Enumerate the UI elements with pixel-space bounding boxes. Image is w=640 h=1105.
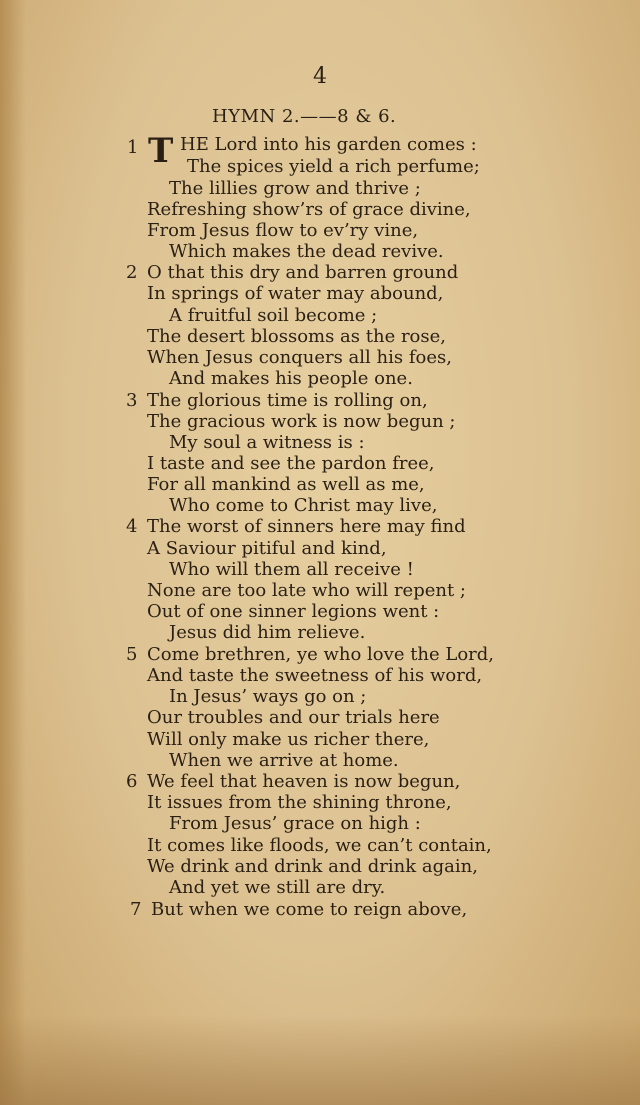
hymn-title: HYMN 2.——8 & 6. — [212, 106, 397, 127]
verse-line: The desert blossoms as the rose, — [147, 326, 446, 347]
verse-number: 3 — [126, 390, 138, 411]
verse-line: And yet we still are dry. — [169, 877, 386, 898]
page-edge-shadow — [0, 0, 26, 1105]
verse-line: From Jesus’ grace on high : — [169, 813, 421, 834]
verse-number: 4 — [126, 516, 138, 537]
verse-line: I taste and see the pardon free, — [147, 453, 435, 474]
verse-line: A Saviour pitiful and kind, — [147, 538, 387, 559]
verse-line: Jesus did him relieve. — [169, 622, 366, 643]
verse-line: We feel that heaven is now begun, — [147, 771, 461, 792]
verse-number: 1 — [127, 137, 139, 158]
verse-line: The lillies grow and thrive ; — [169, 178, 421, 199]
verse-line: When Jesus conquers all his foes, — [147, 347, 452, 368]
verse-line: And makes his people one. — [169, 368, 413, 389]
verse-line: Out of one sinner legions went : — [147, 601, 440, 622]
page-number: 4 — [313, 64, 327, 89]
verse-line: A fruitful soil become ; — [169, 305, 378, 326]
verse-line: In Jesus’ ways go on ; — [169, 686, 367, 707]
page-bottom-stain — [0, 1015, 640, 1105]
verse-line: Our troubles and our trials here — [147, 707, 440, 728]
verse-line: It issues from the shining throne, — [147, 792, 452, 813]
verse-line: My soul a witness is : — [169, 432, 365, 453]
verse-number: 7 — [130, 899, 142, 920]
verse-line: It comes like floods, we can’t contain, — [147, 835, 492, 856]
verse-line: The worst of sinners here may find — [147, 516, 466, 537]
verse-line: None are too late who will repent ; — [147, 580, 466, 601]
verse-line: Who come to Christ may live, — [169, 495, 438, 516]
verse-line: And taste the sweetness of his word, — [147, 665, 483, 686]
verse-line: But when we come to reign above, — [151, 899, 468, 920]
verse-line: The glorious time is rolling on, — [147, 390, 428, 411]
verse-line: The spices yield a rich perfume; — [187, 156, 480, 177]
verse-line: Who will them all receive ! — [169, 559, 414, 580]
verse-line: Will only make us richer there, — [147, 729, 430, 750]
verse-line: Come brethren, ye who love the Lord, — [147, 644, 495, 665]
verse-line: Which makes the dead revive. — [169, 241, 444, 262]
verse-line: For all mankind as well as me, — [147, 474, 425, 495]
verse-line: From Jesus flow to ev’ry vine, — [147, 220, 419, 241]
drop-cap: T — [148, 131, 174, 171]
verse-line: When we arrive at home. — [169, 750, 399, 771]
verse-line: Refreshing show’rs of grace divine, — [147, 199, 471, 220]
verse-line: HE Lord into his garden comes : — [180, 134, 477, 155]
verse-line: O that this dry and barren ground — [147, 262, 459, 283]
verse-line: We drink and drink and drink again, — [147, 856, 478, 877]
verse-number: 5 — [126, 644, 138, 665]
verse-number: 6 — [126, 771, 138, 792]
verse-line: The gracious work is now begun ; — [147, 411, 456, 432]
verse-number: 2 — [126, 262, 138, 283]
verse-line: In springs of water may abound, — [147, 283, 444, 304]
